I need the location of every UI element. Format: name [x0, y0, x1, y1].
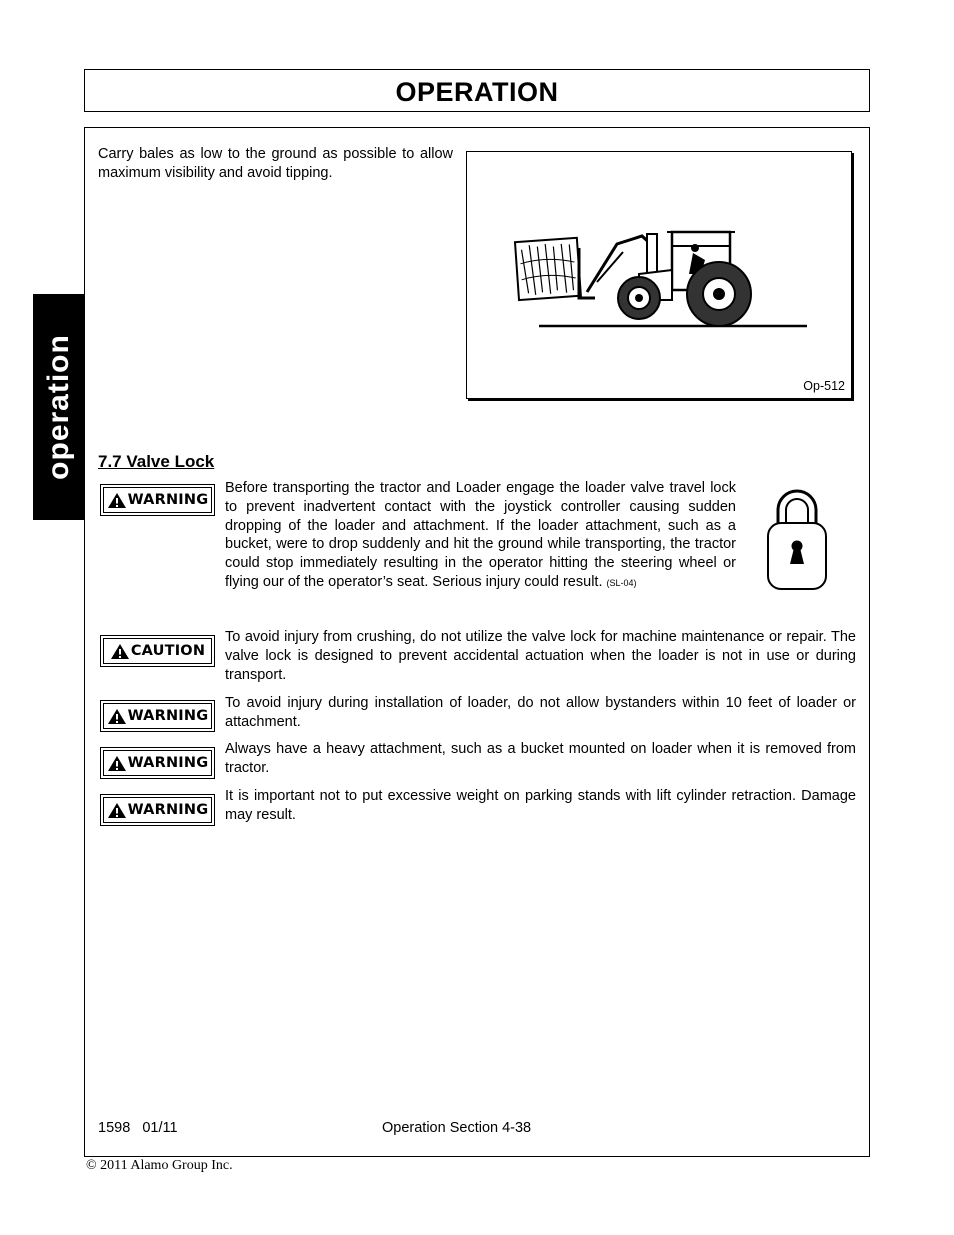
warning-text: It is important not to put excessive weight on parking stands with lift cylinder retraction. Damage may result. [225, 788, 856, 823]
alert-triangle-icon [107, 755, 127, 772]
warning-badge [100, 484, 215, 516]
side-tab [33, 294, 84, 520]
caution-text: To avoid injury from crushing, do not utilize the valve lock for machine maintenance or repair. The valve lock is designed to prevent accidental actuation when the loader is not in use or during transport. [225, 629, 856, 683]
side-tab-label: operation [41, 334, 75, 480]
warning-badge [100, 747, 215, 779]
warning-badge [100, 794, 215, 826]
warning-text: To avoid injury during installation of loader, do not allow bystanders within 10 feet of loader or attachment. [225, 695, 856, 730]
alert-triangle-icon [110, 643, 130, 660]
alert-triangle-icon [107, 708, 127, 725]
warning-text [225, 479, 736, 593]
alert-triangle-icon [107, 802, 127, 819]
badge-label: WARNING [127, 755, 209, 771]
alert-triangle-icon [107, 492, 127, 509]
badge-label: WARNING [127, 708, 209, 724]
header-box [84, 69, 870, 112]
tractor-loader-with-bale-illustration [467, 152, 851, 398]
intro-paragraph: Carry bales as low to the ground as possible to allow maximum visibility and avoid tipping. [98, 146, 453, 181]
badge-label: WARNING [127, 492, 209, 508]
caution-badge [100, 635, 215, 667]
warning-badge [100, 700, 215, 732]
padlock-icon [766, 482, 828, 592]
badge-label: CAUTION [130, 643, 206, 659]
footer-page-number: Operation Section 4-38 [382, 1120, 532, 1136]
figure-frame [466, 151, 852, 399]
warning-text: Always have a heavy attachment, such as a bucket mounted on loader when it is removed from tractor. [225, 741, 856, 776]
message-text: Before transporting the tractor and Loader engage the loader valve travel lock to prevent inadvertent contact with the joystick controller causing sudden dropping of the loader and attachment. If the loader attachment, such as a bucket, were to drop suddenly and hit the ground while transporting, the tractor could stop immediately resulting in the operator hitting the steering wheel or flying our of the operator’s seat. Serious injury could result. [225, 480, 736, 590]
badge-label: WARNING [127, 802, 209, 818]
footer-doc-id: 1598 01/11 [98, 1120, 178, 1136]
page-title: OPERATION [395, 77, 559, 107]
reference-code: (SL-04) [606, 577, 637, 588]
copyright-notice: © 2011 Alamo Group Inc. [86, 1158, 233, 1173]
bale-illustration [515, 238, 581, 300]
section-heading: 7.7 Valve Lock [98, 452, 215, 471]
figure-caption: Op-512 [803, 379, 845, 393]
